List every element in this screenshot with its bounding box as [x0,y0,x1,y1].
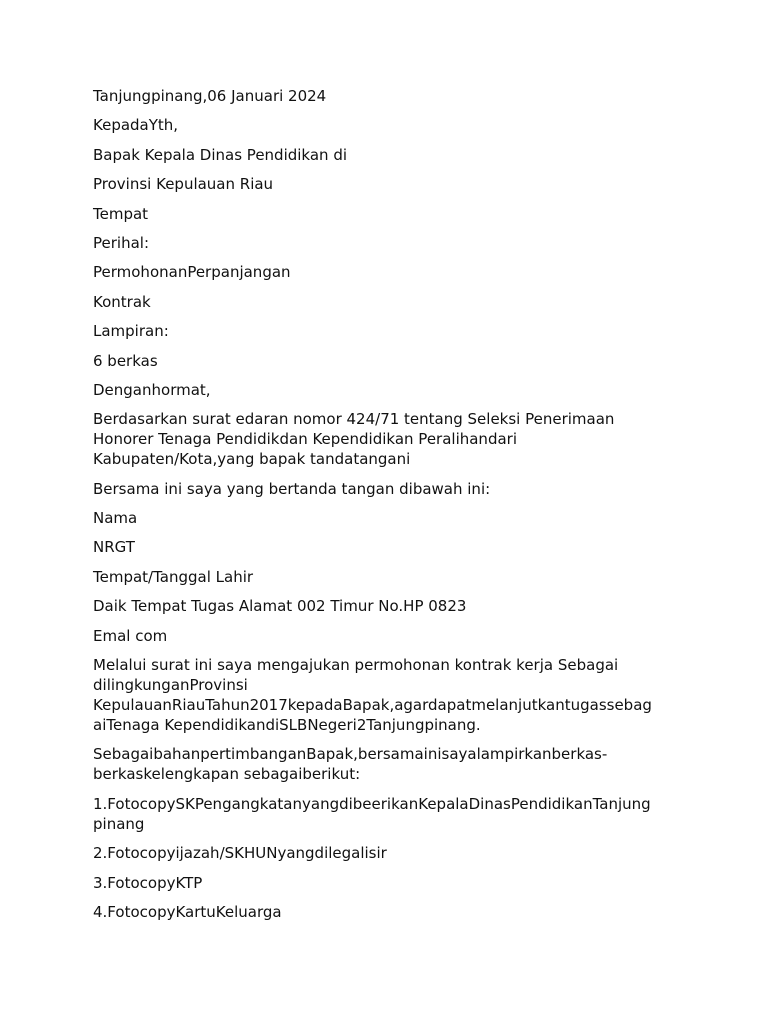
field-work-address: Daik Tempat Tugas Alamat 002 Timur No.HP 0823 [93,597,467,616]
consideration-paragraph: SebagaibahanpertimbanganBapak,bersamainisayalampirkanberkas- berkaskelengkapan sebagaiberikut: [93,745,608,784]
addressee-salutation: KepadaYth, [93,116,179,135]
greeting: Denganhormat, [93,380,211,399]
recipient-place: Tempat [93,204,149,223]
request-paragraph: Melalui surat ini saya mengajukan permohonan kontrak kerja Sebagai dilingkunganProvinsi KepulauanRiauTahun2017kepadaBapak,agardapatmelanjutkantugassebag aiTenaga KependidikandiSLBNegeri2Tanjungpinang. [93,656,652,735]
attachment-label: Lampiran: [93,322,169,341]
attachment-list-item: 3.FotocopyKTP [93,873,203,892]
subject-text-continued: Kontrak [93,292,151,311]
attachment-list-item: 1.FotocopySKPengangkatanyangdibeerikanKepalaDinasPendidikanTanjung pinang [93,794,651,833]
attachment-list-item: 4.FotocopyKartuKeluarga [93,902,282,921]
letter-document [93,86,683,931]
attachment-list-item: 2.Fotocopyijazah/SKHUNyangdilegalisir [93,844,387,863]
attachment-value: 6 berkas [93,351,158,370]
recipient-province: Provinsi Kepulauan Riau [93,175,274,194]
subject-text: PermohonanPerpanjangan [93,263,291,282]
field-name: Nama [93,509,138,528]
field-birth: Tempat/Tanggal Lahir [93,567,254,586]
subject-label: Perihal: [93,233,149,252]
place-date: Tanjungpinang,06 Januari 2024 [93,87,327,105]
recipient-title: Bapak Kepala Dinas Pendidikan di [93,145,348,164]
intro-paragraph: Berdasarkan surat edaran nomor 424/71 tentang Seleksi Penerimaan Honorer Tenaga Pendidikdan Kependidikan Peralihandari Kabupaten/Kota,yang bapak tandatangani [93,410,615,469]
field-nrgt: NRGT [93,538,135,557]
undersigned-statement: Bersama ini saya yang bertanda tangan dibawah ini: [93,479,491,498]
field-email: Emal com [93,626,168,645]
